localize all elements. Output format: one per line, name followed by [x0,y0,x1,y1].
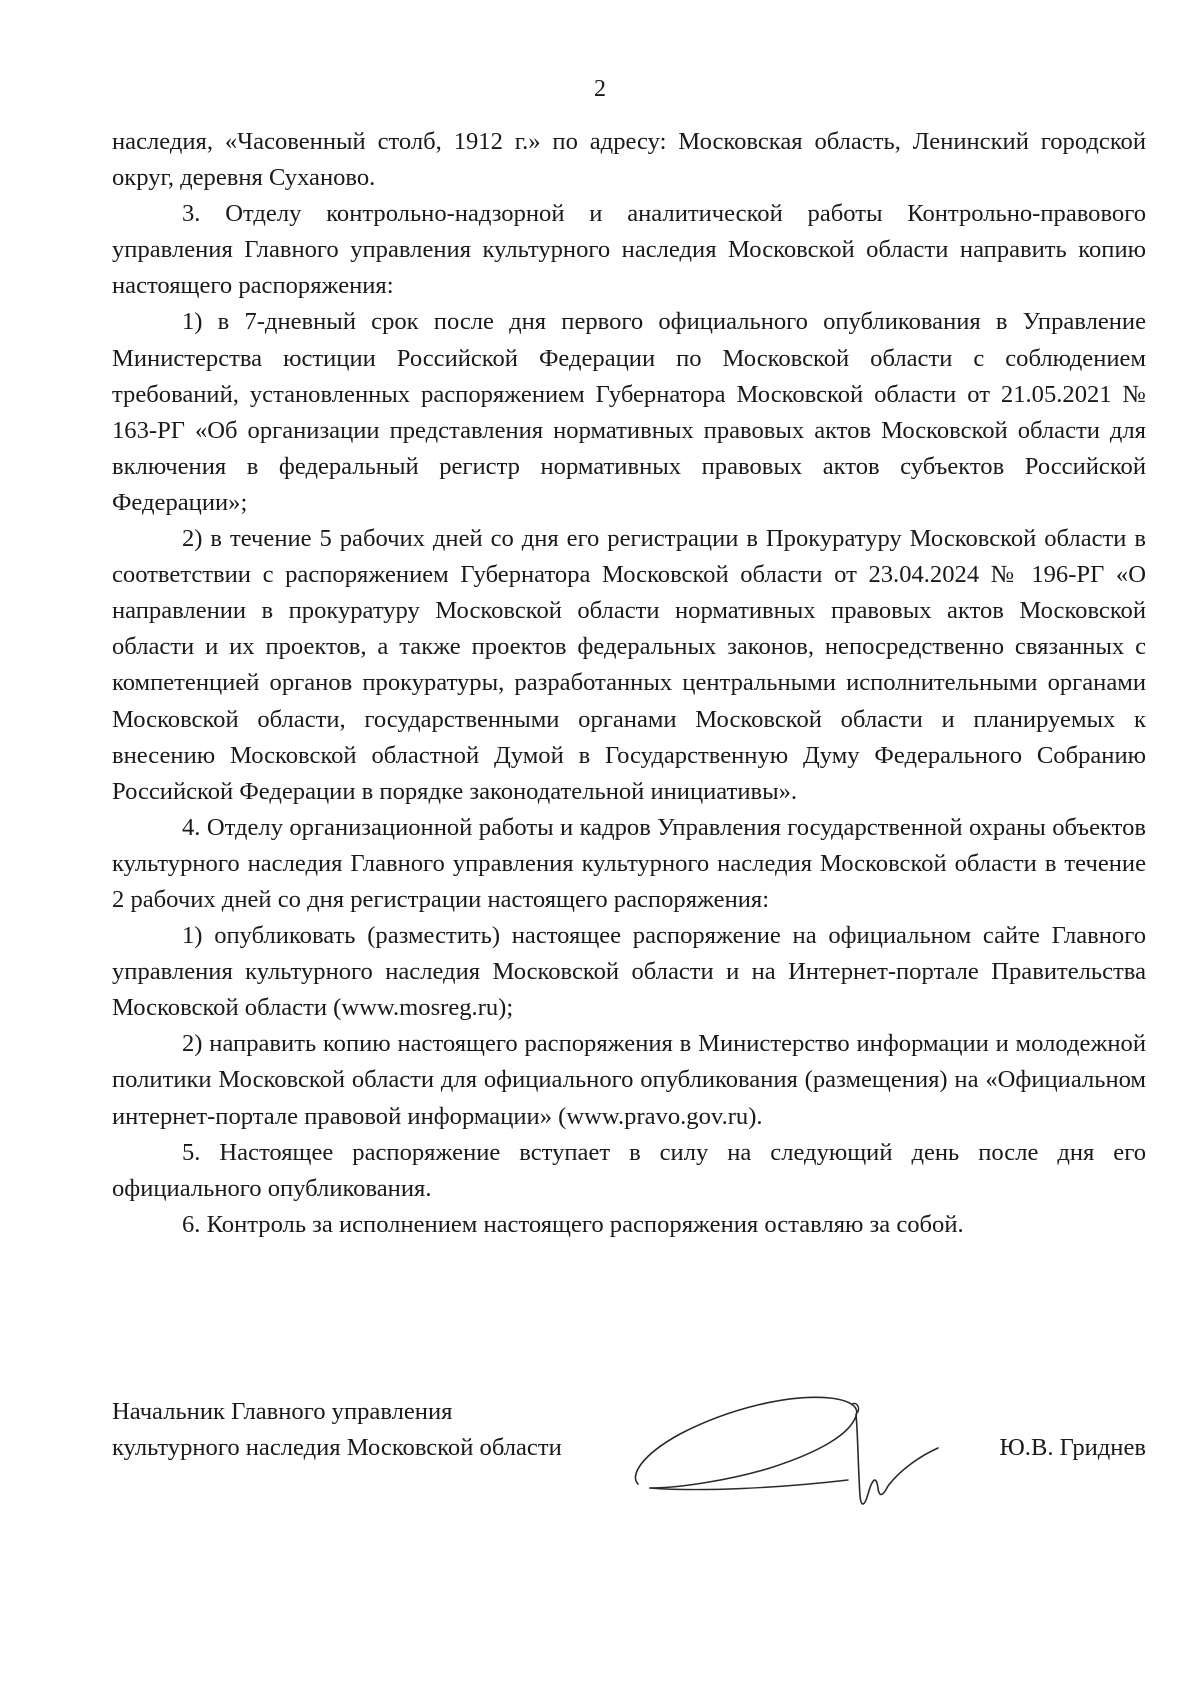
signatory-position-line-2: культурного наследия Московской области [112,1434,562,1462]
paragraph-item-4: 4. Отделу организационной работы и кадров Управления государственной охраны объектов культурного наследия Главного управления культурного наследия Московской области в течение 2 рабочих дней со дня регистрации настоящего распоряжения: [112,813,1146,913]
signatory-position [112,1394,672,1466]
signatory-name: Ю.В. Гриднев [999,1434,1146,1461]
paragraph-item-5: 5. Настоящее распоряжение вступает в силу на следующий день после дня его официального опубликования. [112,1138,1146,1202]
paragraph-item-3-1: 1) в 7-дневный срок после дня первого официального опубликования в Управление Министерства юстиции Российской Федерации по Московской области с соблюдением требований, установленных распоряжением Губернатора Московской области от 21.05.2021 № 163-РГ «Об организации представления нормативных правовых актов Московской области для включения в федеральный регистр нормативных правовых актов субъектов Российской Федерации»; [112,308,1146,516]
handwritten-signature-icon [620,1376,950,1526]
paragraph-item-4-1: 1) опубликовать (разместить) настоящее распоряжение на официальном сайте Главного управления культурного наследия Московской области и на Интернет-портале Правительства Московской области (www.mosreg.ru); [112,922,1146,1022]
signatory-position-line-1: Начальник Главного управления [112,1398,453,1425]
document-body [112,124,1146,1243]
paragraph-continuation: наследия, «Часовенный столб, 1912 г.» по адресу: Московская область, Ленинский городской округ, деревня Суханово. [112,128,1146,192]
paragraph-item-6: 6. Контроль за исполнением настоящего распоряжения оставляю за собой. [182,1210,964,1238]
paragraph-item-4-2: 2) направить копию настоящего распоряжения в Министерство информации и молодежной политики Московской области для официального опубликования (размещения) на «Официальном интернет-портале правовой информации» (www.pravo.gov.ru). [112,1030,1146,1130]
paragraph-item-3-2: 2) в течение 5 рабочих дней со дня его регистрации в Прокуратуру Московской области в соответствии с распоряжением Губернатора Московской области от 23.04.2024 № 196-РГ «О направлении в прокуратуру Московской области нормативных правовых актов Московской области и их проектов, а также проектов федеральных законов, непосредственно связанных с компетенцией органов прокуратуры, разработанных центральными исполнительными органами Московской области, государственными органами Московской области и планируемых к внесению Московской областной Думой в Государственную Думу Федерального Собранию Российской Федерации в порядке законодательной инициативы». [112,525,1146,805]
page-number: 2 [594,76,606,102]
paragraph-item-3: 3. Отделу контрольно-надзорной и аналитической работы Контрольно-правового управления Главного управления культурного наследия Московской области направить копию настоящего распоряжения: [112,200,1146,300]
